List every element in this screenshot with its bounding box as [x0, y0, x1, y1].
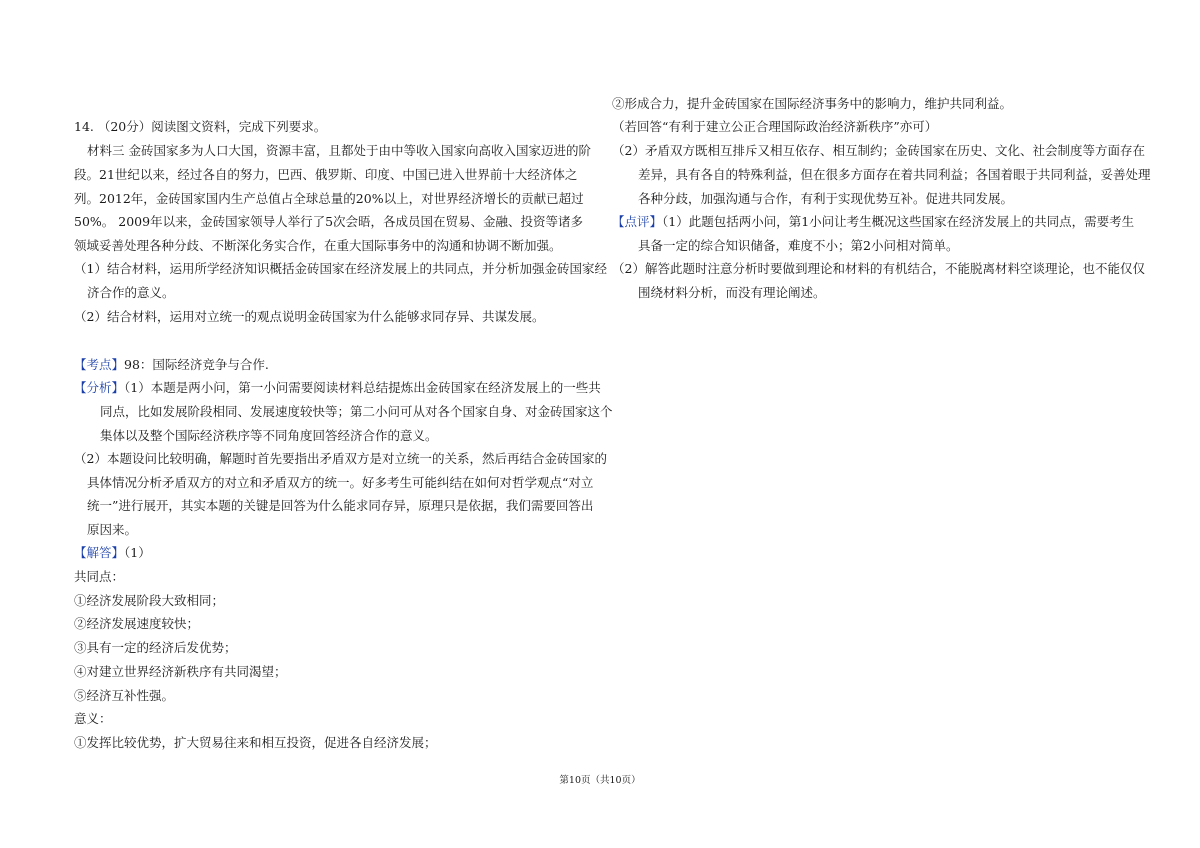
- kaodian-tag: 【考点】: [74, 357, 125, 372]
- material-line: 材料三 金砖国家多为人口大国，资源丰富，且都处于由中等收入国家向高收入国家迈进的阶: [87, 143, 591, 158]
- fenxi-cont: 集体以及整个国际经济秩序等不同角度回答经济合作的意义。: [100, 428, 438, 443]
- material-line: 段。21世纪以来，经过各自的努力，巴西、俄罗斯、印度、中国已进入世界前十大经济体之: [74, 167, 578, 182]
- fenxi-cont: 同点，比如发展阶段相同、发展速度较快等；第二小问可从对各个国家自身、对金砖国家这个: [100, 404, 613, 419]
- answer-line: ④对建立世界经济新秩序有共同渴望；: [74, 664, 287, 679]
- fenxi-text: （1）本题是两小问，第一小问需要阅读材料总结提炼出金砖国家在经济发展上的一些共: [124, 380, 601, 395]
- answer-note: （若回答“有利于建立公正合理国际政治经济新秩序”亦可）: [612, 119, 938, 134]
- fenxi2-cont: 统一”进行展开，其实本题的关键是回答为什么能求同存异，原理只是依据，我们需要回答出: [87, 498, 594, 513]
- answer-q2: （2）矛盾双方既相互排斥又相互依存、相互制约；金砖国家在历史、文化、社会制度等方面存在: [612, 143, 1145, 158]
- fenxi2-line: （2）本题设问比较明确，解题时首先要指出矛盾双方是对立统一的关系，然后再结合金砖国家的: [74, 451, 607, 466]
- sub-question-1: （1）结合材料，运用所学经济知识概括金砖国家在经济发展上的共同点，并分析加强金砖国家经: [74, 261, 607, 276]
- answer-line: ①发挥比较优势，扩大贸易往来和相互投资，促进各自经济发展；: [74, 735, 437, 750]
- sub-question-2: （2）结合材料，运用对立统一的观点说明金砖国家为什么能够求同存异、共谋发展。: [74, 309, 545, 324]
- answer-q2-cont: 各种分歧，加强沟通与合作，有利于实现优势互补。促进共同发展。: [638, 191, 1014, 206]
- sub-question-1-cont: 济合作的意义。: [87, 285, 175, 300]
- dianping-line: [612, 214, 1134, 230]
- fenxi-tag: 【分析】: [74, 380, 125, 395]
- answer-line: ①经济发展阶段大致相同；: [74, 593, 225, 608]
- jieda-text: （1）: [124, 545, 151, 560]
- answer-line: ③具有一定的经济后发优势；: [74, 640, 237, 655]
- answer-line: ②经济发展速度较快；: [74, 616, 200, 631]
- answer-line: ②形成合力，提升金砖国家在国际经济事务中的影响力，维护共同利益。: [612, 96, 1013, 111]
- dianping-tag: 【点评】: [612, 214, 663, 229]
- answer-line: ⑤经济互补性强。: [74, 688, 175, 703]
- fenxi2-cont: 具体情况分析矛盾双方的对立和矛盾双方的统一。好多考生可能纠结在如何对哲学观点“对立: [87, 475, 594, 490]
- material-line: 50%。 2009年以来，金砖国家领导人举行了5次会晤，各成员国在贸易、金融、投资等诸多: [74, 214, 584, 229]
- material-line: 列。2012年，金砖国家国内生产总值占全球总量的20%以上，对世界经济增长的贡献已超过: [74, 191, 584, 206]
- dianping-text: （1）此题包括两小问，第1小问让考生概况这些国家在经济发展上的共同点，需要考生: [662, 214, 1135, 229]
- material-line: 领域妥善处理各种分歧、不断深化务实合作，在重大国际事务中的沟通和协调不断加强。: [74, 238, 562, 253]
- kaodian-text: 98：国际经济竞争与合作.: [124, 357, 269, 372]
- jieda-line: [74, 545, 151, 561]
- fenxi-line: [74, 380, 601, 396]
- dianping2-line: （2）解答此题时注意分析时要做到理论和材料的有机结合，不能脱离材料空谈理论，也不能仅仅: [612, 261, 1145, 276]
- answer-q2-cont: 差异，具有各自的特殊利益，但在很多方面存在着共同利益；各国着眼于共同利益，妥善处理: [638, 167, 1151, 182]
- answer-line: 意义：: [74, 711, 112, 726]
- fenxi2-cont: 原因来。: [87, 522, 138, 537]
- jieda-tag: 【解答】: [74, 545, 125, 560]
- dianping2-cont: 围绕材料分析，而没有理论阐述。: [638, 285, 826, 300]
- answer-line: 共同点：: [74, 569, 125, 584]
- page-number: 第10页（共10页）: [559, 775, 641, 786]
- dianping-cont: 具备一定的综合知识储备，难度不小；第2小问相对简单。: [638, 238, 959, 253]
- kaodian-line: [74, 357, 269, 373]
- question-header: 14. （20分）阅读图文资料，完成下列要求。: [74, 119, 327, 134]
